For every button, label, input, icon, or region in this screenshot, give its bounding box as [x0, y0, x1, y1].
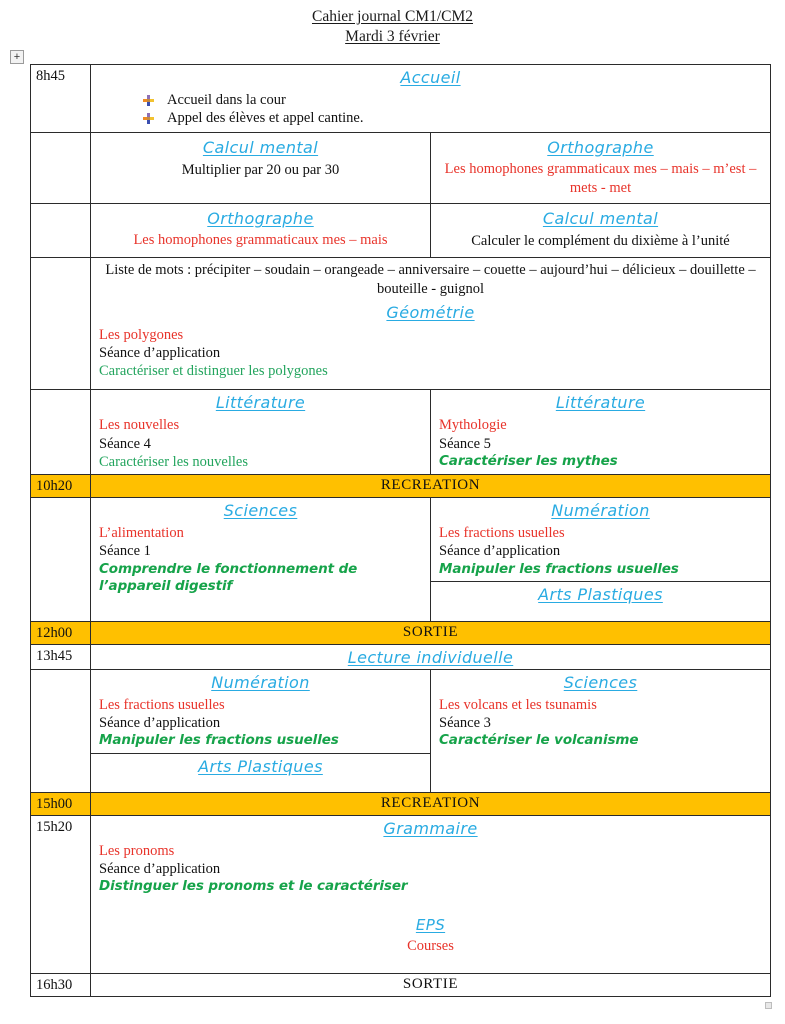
sortie-midi-cell — [91, 621, 771, 644]
numeration-afternoon-body — [91, 694, 430, 753]
time-cell-recreation-afternoon — [31, 792, 91, 815]
subject-litterature: Littérature — [555, 393, 646, 413]
schedule-table — [30, 64, 771, 997]
rituals-left-cell-2 — [91, 204, 431, 258]
objective-label: Distinguer les pronoms et le caractériser — [99, 878, 408, 895]
geometrie-cell — [91, 257, 771, 389]
arts-plastiques-afternoon-row — [91, 753, 430, 792]
spacer — [91, 778, 430, 792]
spacer — [91, 599, 430, 621]
litterature-left-body — [91, 414, 430, 474]
topic-label: Les volcans et les tsunamis — [439, 696, 597, 713]
spacer — [91, 899, 770, 913]
subject-eps: EPS — [415, 916, 446, 934]
topic-label: Les fractions usuelles — [439, 525, 565, 542]
litterature-right-cell — [431, 390, 771, 475]
break-label: SORTIE — [402, 623, 459, 640]
topic-label: L’alimentation — [99, 525, 184, 542]
sortie-soir-cell — [91, 973, 771, 996]
subject-grammaire: Grammaire — [383, 818, 478, 838]
ritual-orthographe-block — [431, 133, 770, 203]
subject-sciences: Sciences — [223, 501, 298, 521]
spacer — [431, 606, 770, 620]
seance-label: Séance d’application — [99, 715, 221, 732]
time-label: 16h30 — [36, 976, 73, 993]
bullet-cross-icon — [143, 113, 154, 124]
numeration-morning-body — [431, 522, 770, 581]
numeration-arts-split-afternoon — [91, 670, 430, 792]
time-cell-rituals — [31, 133, 91, 204]
time-label: 13h45 — [36, 647, 73, 664]
table-move-handle[interactable]: + — [10, 50, 24, 64]
time-label: 15h20 — [36, 818, 73, 835]
document-title — [0, 0, 785, 48]
subject-accueil: Accueil — [400, 68, 461, 87]
table-row-sciences-numeration — [31, 498, 771, 622]
table-resize-handle[interactable] — [765, 1002, 772, 1009]
spacer — [91, 959, 770, 973]
sciences-morning-body — [91, 522, 430, 599]
eps-detail: Courses — [407, 938, 454, 954]
subject-geometrie: Géométrie — [386, 302, 475, 322]
rituals-right-cell-2 — [431, 204, 771, 258]
time-label: 10h20 — [31, 475, 90, 495]
seance-label: Séance d’application — [99, 861, 221, 878]
recreation-afternoon-cell — [91, 792, 771, 815]
ritual-orthographe-block-2 — [91, 204, 430, 256]
time-label: 15h00 — [31, 793, 90, 813]
time-cell-geometrie — [31, 257, 91, 389]
grammaire-body — [91, 840, 770, 899]
topic-label: Les polygones — [99, 326, 184, 343]
list-item — [143, 92, 770, 109]
arts-plastiques-morning-cell — [431, 582, 770, 621]
sciences-morning-cell — [91, 498, 431, 622]
topic-label: Mythologie — [439, 417, 507, 434]
time-cell-grammaire — [31, 815, 91, 973]
time-cell-accueil — [31, 65, 91, 133]
ritual-detail: Les homophones grammaticaux mes – mais – m’est – mets - met — [444, 161, 757, 196]
break-label: SORTIE — [402, 975, 459, 992]
word-list: Liste de mots : précipiter – soudain – orangeade – anniversaire – couette – aujourd’hui – délicieux – douillette – bouteille - guignol — [105, 261, 756, 297]
ritual-detail: Multiplier par 20 ou par 30 — [181, 162, 340, 178]
numeration-arts-afternoon-cell — [91, 669, 431, 792]
topic-label: Les pronoms — [99, 842, 175, 859]
time-label: 8h45 — [36, 68, 65, 84]
time-cell-sciences-numeration — [31, 498, 91, 622]
subject-arts-plastiques: Arts Plastiques — [198, 756, 323, 776]
subject-arts-plastiques: Arts Plastiques — [538, 585, 663, 605]
subject-litterature: Littérature — [215, 393, 306, 413]
subject-calcul-mental: Calcul mental — [202, 138, 319, 157]
numeration-morning-cell — [431, 498, 770, 582]
objective-label: Manipuler les fractions usuelles — [99, 732, 339, 749]
table-row-lecture — [31, 644, 771, 669]
break-label: RECREATION — [380, 477, 481, 494]
list-item — [143, 110, 770, 127]
lecture-cell — [91, 644, 771, 669]
sciences-afternoon-body — [431, 694, 770, 753]
table-row-sortie-soir — [31, 973, 771, 996]
ritual-calcul-mental-block — [91, 133, 430, 186]
table-row-grammaire-eps — [31, 815, 771, 973]
objective-label: Caractériser les nouvelles — [99, 453, 248, 470]
numeration-arts-split — [431, 498, 770, 620]
subject-numeration: Numération — [551, 501, 650, 521]
rituals-left-cell — [91, 133, 431, 204]
ritual-detail: Calculer le complément du dixième à l’unité — [471, 233, 730, 250]
title-line-2: Mardi 3 février — [345, 28, 440, 46]
table-row-rituals-2 — [31, 204, 771, 258]
ritual-detail: Les homophones grammaticaux mes – mais — [133, 232, 388, 249]
break-label: RECREATION — [380, 794, 481, 811]
time-cell-sortie-soir — [31, 973, 91, 996]
arts-plastiques-afternoon-cell — [91, 753, 430, 792]
accueil-cell — [91, 65, 771, 133]
time-cell-lecture — [31, 644, 91, 669]
arts-plastiques-morning-row — [431, 582, 770, 621]
topic-label: Les nouvelles — [99, 417, 180, 434]
time-cell-sortie-midi — [31, 621, 91, 644]
numeration-afternoon-cell — [91, 670, 430, 754]
time-cell-rituals-2 — [31, 204, 91, 258]
objective-label: Manipuler les fractions usuelles — [439, 560, 679, 577]
numeration-afternoon-row — [91, 670, 430, 754]
subject-numeration: Numération — [211, 672, 310, 692]
seance-label: Séance d’application — [99, 344, 221, 361]
subject-orthographe: Orthographe — [547, 138, 654, 157]
accueil-bullet-list — [91, 89, 770, 132]
litterature-left-cell — [91, 390, 431, 475]
title-line-1: Cahier journal CM1/CM2 — [311, 8, 474, 25]
table-row-recreation-afternoon — [31, 792, 771, 815]
table-row-rituals — [31, 133, 771, 204]
list-item-label: Accueil dans la cour — [167, 92, 286, 108]
objective-label: Caractériser et distinguer les polygones — [99, 363, 328, 380]
table-row-litterature — [31, 390, 771, 475]
subject-calcul-mental: Calcul mental — [542, 209, 659, 229]
seance-label: Séance 4 — [99, 435, 151, 452]
numeration-arts-morning-cell — [431, 498, 771, 622]
bullet-cross-icon — [143, 95, 154, 106]
litterature-right-body — [431, 414, 770, 473]
seance-label: Séance d’application — [439, 543, 561, 560]
time-cell-recreation-morning — [31, 475, 91, 498]
table-row-sortie-midi — [31, 621, 771, 644]
recreation-morning-cell — [91, 475, 771, 498]
time-cell-afternoon-main — [31, 669, 91, 792]
subject-lecture-individuelle: Lecture individuelle — [347, 647, 514, 667]
sciences-afternoon-cell — [431, 669, 771, 792]
numeration-morning-row — [431, 498, 770, 582]
objective-label: Caractériser les mythes — [439, 452, 618, 469]
table-row-accueil — [31, 65, 771, 133]
seance-label: Séance 1 — [99, 543, 151, 560]
subject-orthographe: Orthographe — [207, 209, 314, 229]
time-cell-litterature — [31, 390, 91, 475]
list-item-label: Appel des élèves et appel cantine. — [167, 110, 364, 126]
table-row-geometrie — [31, 257, 771, 389]
seance-label: Séance 3 — [439, 715, 491, 732]
time-label: 12h00 — [31, 622, 90, 642]
table-row-afternoon-main — [31, 669, 771, 792]
seance-label: Séance 5 — [439, 435, 491, 452]
objective-label: Caractériser le volcanisme — [439, 732, 639, 749]
geometrie-body — [91, 324, 770, 384]
grammaire-eps-cell — [91, 815, 771, 973]
table-row-recreation-morning — [31, 475, 771, 498]
topic-label: Les fractions usuelles — [99, 696, 225, 713]
spacer — [91, 383, 770, 389]
ritual-calcul-mental-block-2 — [431, 204, 770, 257]
rituals-right-cell — [431, 133, 771, 204]
objective-label: Comprendre le fonctionnement de l’appareil digestif — [99, 560, 358, 595]
subject-sciences: Sciences — [563, 672, 638, 692]
